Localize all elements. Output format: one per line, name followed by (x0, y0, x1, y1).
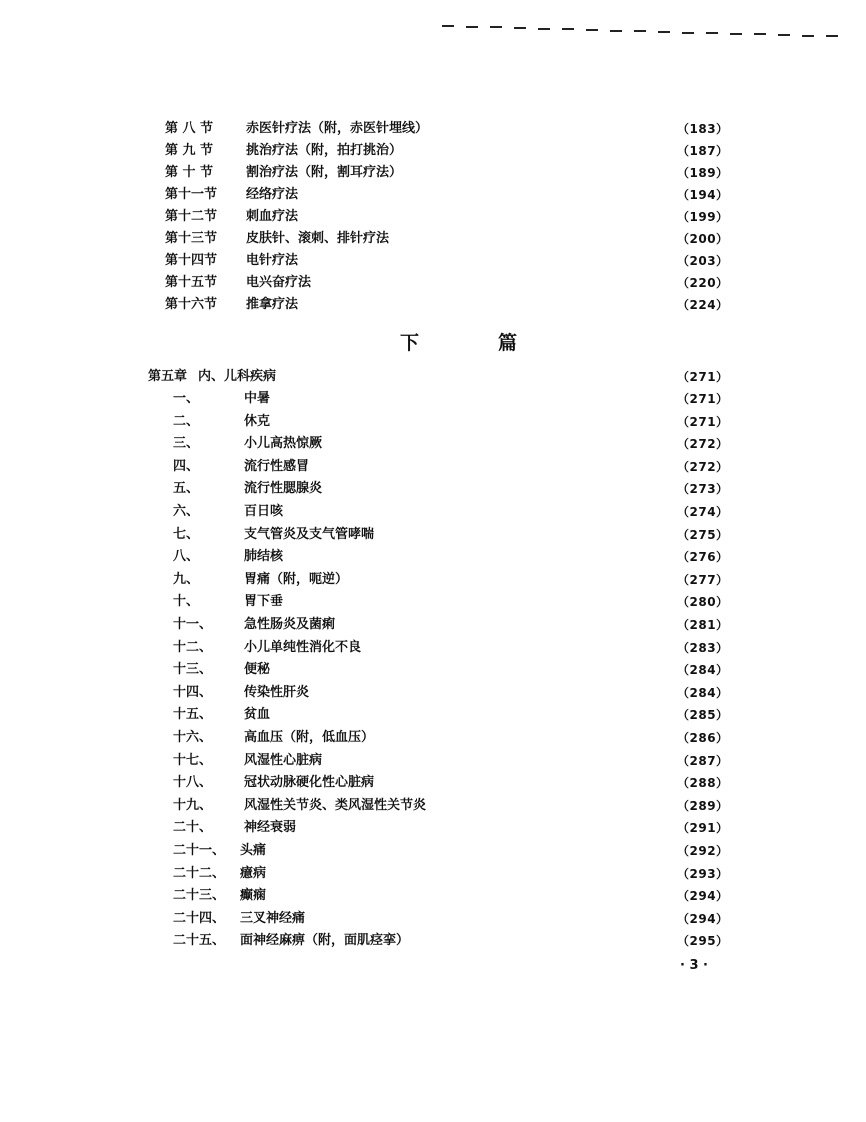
toc-entry[interactable] (0, 841, 866, 861)
item-number: 八、 (173, 549, 200, 565)
item-number: 十四、 (173, 684, 213, 700)
page-ref: （283） (677, 640, 729, 655)
item-title: 小儿单纯性消化不良 (244, 639, 362, 655)
page-ref: （295） (677, 934, 729, 949)
item-title: 风湿性心脏病 (244, 752, 323, 768)
dot-leader (312, 273, 677, 293)
toc-entry[interactable] (0, 615, 866, 635)
page-ref: （285） (677, 708, 729, 723)
item-number: 五、 (173, 481, 200, 497)
item-number: 一、 (173, 391, 200, 406)
item-title: 贫血 (244, 707, 271, 723)
toc-entry[interactable] (0, 251, 866, 271)
section-number: 第 九 节 (165, 143, 214, 158)
page-ref: （189） (677, 166, 729, 180)
item-title: 冠状动脉硬化性心脏病 (244, 775, 375, 791)
section-number: 第 八 节 (165, 121, 214, 136)
item-number: 十七、 (173, 752, 213, 768)
page-number: · 3 · (680, 958, 708, 973)
item-title: 神经衰弱 (244, 820, 297, 836)
toc-entry[interactable] (0, 818, 866, 838)
page-ref: （275） (677, 527, 729, 542)
dot-leader (390, 229, 677, 249)
page-ref: （294） (677, 889, 729, 904)
dot-leader (284, 592, 677, 612)
section-title: 刺血疗法 (246, 209, 299, 224)
dot-leader (403, 141, 677, 161)
toc-entry[interactable] (0, 638, 866, 658)
page-ref: （274） (677, 505, 729, 519)
section-number: 第 十 节 (165, 165, 214, 180)
toc-entry[interactable] (0, 705, 866, 725)
page-ref: （294） (677, 911, 729, 926)
toc-entry[interactable] (0, 570, 866, 590)
dot-leader (323, 434, 677, 454)
page-ref: （273） (677, 482, 729, 497)
toc-entry[interactable] (0, 389, 866, 409)
toc-entry[interactable] (0, 931, 866, 951)
chapter-entry[interactable] (0, 367, 866, 387)
page-ref: （194） (677, 188, 729, 202)
item-title: 高血压（附，低血压） (244, 730, 375, 745)
part-heading: 下 篇 (400, 332, 548, 354)
header-dash-rule (440, 22, 840, 38)
section-title: 皮肤针、滚刺、排针疗法 (246, 231, 390, 246)
dot-leader (306, 909, 677, 929)
section-number: 第十二节 (165, 209, 218, 224)
page-ref: （199） (677, 210, 729, 224)
item-number: 十八、 (173, 775, 213, 791)
dot-leader (429, 119, 677, 139)
dot-leader (267, 841, 677, 861)
section-title: 挑治疗法（附，拍打挑治） (246, 143, 403, 158)
toc-entry[interactable] (0, 412, 866, 432)
page-ref: （224） (677, 298, 729, 312)
page-ref: （280） (677, 595, 729, 610)
toc-entry[interactable] (0, 773, 866, 793)
dot-leader (284, 502, 677, 522)
item-title: 百日咳 (244, 504, 284, 519)
dot-leader (323, 751, 677, 771)
page-ref: （288） (677, 776, 729, 791)
toc-entry[interactable] (0, 479, 866, 499)
page-ref: （291） (677, 821, 729, 836)
item-title: 急性肠炎及菌痢 (244, 617, 336, 632)
toc-entry[interactable] (0, 273, 866, 293)
toc-entry[interactable] (0, 547, 866, 567)
item-title: 支气管炎及支气管哮喘 (244, 526, 375, 542)
page-ref: （272） (677, 459, 729, 474)
dot-leader (267, 864, 677, 884)
page-ref: （286） (677, 731, 729, 745)
page-ref: （292） (677, 844, 729, 858)
chapter-number: 第五章 (148, 369, 188, 384)
item-number: 二十二、 (173, 865, 226, 881)
dot-leader (403, 163, 677, 183)
item-title: 癫痫 (240, 888, 267, 904)
item-title: 胃痛（附，呃逆） (244, 571, 349, 587)
dot-leader (271, 412, 677, 432)
dot-leader (375, 525, 677, 545)
page-ref: （277） (677, 572, 729, 587)
chapter-title: 内、儿科疾病 (198, 369, 277, 384)
page-ref: （203） (677, 254, 729, 268)
dot-leader (299, 295, 677, 315)
toc-entry[interactable] (0, 119, 866, 139)
page-ref: （289） (677, 798, 729, 813)
page-ref: （284） (677, 685, 729, 700)
dot-leader (299, 251, 677, 271)
toc-entry[interactable] (0, 864, 866, 884)
dot-leader (410, 931, 677, 951)
toc-entry[interactable] (0, 751, 866, 771)
item-number: 二十三、 (173, 888, 226, 904)
item-title: 头痛 (240, 843, 267, 858)
toc-entry[interactable] (0, 229, 866, 249)
item-number: 二十五、 (173, 933, 226, 949)
dot-leader (375, 773, 677, 793)
item-number: 十一、 (173, 617, 213, 632)
item-number: 十三、 (173, 662, 213, 678)
section-number: 第十三节 (165, 231, 218, 246)
item-number: 十九、 (173, 797, 213, 813)
dot-leader (427, 796, 677, 816)
page-ref: （272） (677, 437, 729, 452)
page-ref: （200） (677, 232, 729, 246)
dot-leader (336, 615, 677, 635)
item-number: 四、 (173, 458, 200, 474)
item-number: 二十、 (173, 820, 213, 836)
section-number: 第十一节 (165, 187, 218, 202)
toc-entry[interactable] (0, 592, 866, 612)
item-title: 流行性腮腺炎 (244, 481, 323, 497)
item-title: 肺结核 (244, 549, 284, 565)
dot-leader (323, 479, 677, 499)
item-number: 二、 (173, 413, 200, 429)
dot-leader (310, 457, 677, 477)
item-title: 风湿性关节炎、类风湿性关节炎 (244, 797, 427, 813)
page-ref: （293） (677, 866, 729, 881)
section-title: 经络疗法 (246, 187, 299, 202)
toc-entry[interactable] (0, 502, 866, 522)
item-number: 十五、 (173, 707, 213, 723)
toc-entry[interactable] (0, 683, 866, 703)
toc-entry[interactable] (0, 909, 866, 929)
item-number: 十、 (173, 594, 200, 610)
section-number: 第十四节 (165, 253, 218, 268)
page-ref: （271） (677, 370, 729, 384)
toc-entry[interactable] (0, 457, 866, 477)
dot-leader (284, 547, 677, 567)
dot-leader (277, 367, 677, 387)
item-title: 便秘 (244, 662, 271, 678)
dot-leader (267, 886, 677, 906)
item-number: 九、 (173, 571, 200, 587)
page-ref: （271） (677, 414, 729, 429)
dot-leader (310, 683, 677, 703)
page-ref: （287） (677, 753, 729, 768)
dot-leader (271, 705, 677, 725)
toc-entry[interactable] (0, 728, 866, 748)
toc-entry[interactable] (0, 141, 866, 161)
item-number: 二十一、 (173, 843, 226, 858)
section-number: 第十六节 (165, 297, 218, 312)
page-ref: （284） (677, 663, 729, 678)
toc-entry[interactable] (0, 525, 866, 545)
section-title: 割治疗法（附，割耳疗法） (246, 165, 403, 180)
item-number: 七、 (173, 526, 200, 542)
page-ref: （281） (677, 618, 729, 632)
item-number: 十六、 (173, 730, 213, 745)
section-title: 电针疗法 (246, 253, 299, 268)
page-ref: （183） (677, 122, 729, 136)
toc-entry[interactable] (0, 163, 866, 183)
item-number: 三、 (173, 436, 200, 452)
item-title: 休克 (244, 413, 271, 429)
section-title: 赤医针疗法（附，赤医针埋线） (246, 121, 429, 136)
item-title: 流行性感冒 (244, 458, 310, 474)
item-title: 传染性肝炎 (244, 684, 310, 700)
item-title: 中暑 (244, 391, 271, 406)
item-title: 胃下垂 (244, 594, 284, 610)
toc-entry[interactable] (0, 886, 866, 906)
dot-leader (297, 818, 677, 838)
dot-leader (375, 728, 677, 748)
item-number: 二十四、 (173, 910, 226, 926)
item-title: 面神经麻痹（附，面肌痉挛） (240, 933, 410, 949)
dot-leader (299, 185, 677, 205)
item-title: 癔病 (240, 865, 267, 881)
item-number: 六、 (173, 504, 200, 519)
page-ref: （271） (677, 392, 729, 406)
section-title: 推拿疗法 (246, 297, 299, 312)
item-title: 小儿高热惊厥 (244, 436, 323, 452)
section-number: 第十五节 (165, 275, 218, 290)
toc-entry[interactable] (0, 207, 866, 227)
dot-leader (349, 570, 677, 590)
toc-entry[interactable] (0, 796, 866, 816)
dot-leader (362, 638, 677, 658)
page-ref: （220） (677, 276, 729, 290)
page-ref: （187） (677, 144, 729, 158)
page-ref: （276） (677, 550, 729, 565)
item-title: 三叉神经痛 (240, 910, 306, 926)
dot-leader (271, 660, 677, 680)
section-title: 电兴奋疗法 (246, 275, 312, 290)
toc-entry[interactable] (0, 434, 866, 454)
dot-leader (299, 207, 677, 227)
toc-entry[interactable] (0, 185, 866, 205)
dot-leader (271, 389, 677, 409)
item-number: 十二、 (173, 639, 213, 655)
toc-entry[interactable] (0, 295, 866, 315)
toc-entry[interactable] (0, 660, 866, 680)
